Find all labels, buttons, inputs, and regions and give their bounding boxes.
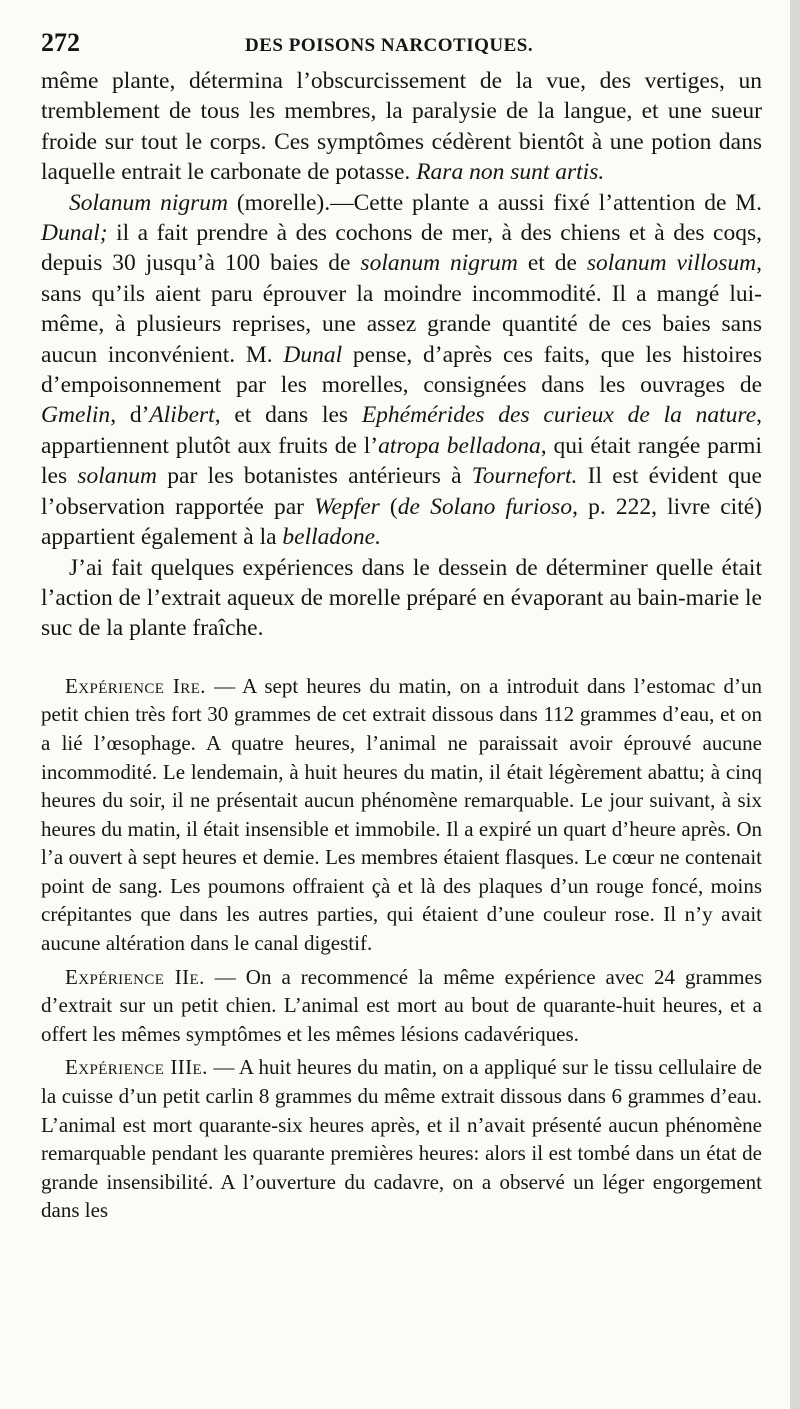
text-run: par les botanistes antérieurs à xyxy=(157,463,472,490)
running-title: DES POISONS NARCOTIQUES. xyxy=(245,35,534,56)
plant-name: solanum xyxy=(77,463,158,490)
author-name: Dunal; xyxy=(41,220,108,247)
plant-name: solanum villosum xyxy=(586,250,757,277)
experiment-text: — On a recommencé la même expérience avec 24 grammes d’extrait sur un petit chien. L’animal est mort au bout de quarante-huit heures, et a offert les mêmes symptômes et les mêmes lésions cadavériques. xyxy=(41,964,762,1046)
page-edge-shadow xyxy=(790,0,800,1409)
paragraph-continuation xyxy=(41,66,762,188)
text-run: , d’ xyxy=(110,402,150,429)
publication-title: de Solano furioso xyxy=(397,493,573,520)
plant-name: Solanum nigrum xyxy=(69,189,228,216)
experiment-2 xyxy=(41,963,762,1049)
text-run: , qui était rangée parmi les xyxy=(41,432,762,490)
experiment-label: Expérience IIIe. xyxy=(65,1055,208,1080)
paragraph-experiments-intro: J’ai fait quelques expériences dans le dessein de déterminer quelle était l’action de l’extrait aqueux de morelle préparé en évaporant au bain-marie le suc de la plante fraîche. xyxy=(41,554,762,642)
author-name: Alibert xyxy=(149,402,215,429)
text-run: Il est évident que l’observation rapportée par xyxy=(41,463,762,520)
text-run: (morelle).—Cette plante a aussi fixé l’attention de M. xyxy=(227,189,762,216)
author-name: Wepfer xyxy=(314,493,380,520)
author-name: Dunal xyxy=(283,341,343,368)
experiment-text: — A sept heures du matin, on a introduit dans l’estomac d’un petit chien très fort 30 grammes de cet extrait dissous dans 112 grammes d’eau, et on a lié l’œsophage. A quatre heures, l’animal ne paraissait avoir éprouvé aucune incommodité. Le lendemain, à huit heures du matin, il était légèrement abattu; à cinq heures du soir, il ne présentait aucun phénomène remarquable. Le jour suivant, à six heures du matin, il était insensible et immobile. Il a expiré un quart d’heure après. On l’a ouvert à sept heures et demie. Les membres étaient flasques. Le cœur ne contenait point de sang. Les poumons offraient çà et là des plaques d’un rouge foncé, moins crépitantes que dans les autres parties, qui étaient d’une couleur rose. Il n’y avait aucune altération dans le canal digestif. xyxy=(41,673,762,956)
plant-name: atropa belladona xyxy=(378,432,541,459)
main-text xyxy=(41,66,762,644)
paragraph-text: même plante, détermina l’obscurcissement de la vue, des vertiges, un tremblement de tous les membres, la paralysie de la langue, et une sueur froide sur tout le corps. Ces symptômes cédèrent bientôt à une potion dans laquelle entrait le carbonate de potasse. xyxy=(41,68,762,186)
experiments-section xyxy=(41,672,762,1225)
latin-phrase: Rara non sunt artis. xyxy=(416,159,605,186)
text-run: , p. 222, livre cité) appartient également à la xyxy=(41,493,762,551)
author-name: Gmelin xyxy=(41,402,111,429)
text-run: il a fait prendre à des cochons de mer, à des chiens et à des coqs, depuis 30 jusqu’à 100 baies de xyxy=(41,220,762,277)
experiment-label: Expérience Ire. xyxy=(65,673,206,698)
plant-name: belladone. xyxy=(282,524,381,551)
text-run: ( xyxy=(379,493,398,520)
experiment-1 xyxy=(41,672,762,958)
paragraph-solanum-nigrum xyxy=(41,188,762,553)
text-run: , appartiennent plutôt aux fruits de l’ xyxy=(41,402,763,459)
text-run: pense, d’après ces faits, que les histoires d’empoisonnement par les morelles, consignées dans les ouvrages de xyxy=(41,341,762,399)
text-run: , sans qu’ils aient paru éprouver la moindre incommodité. Il a mangé lui-même, à plusieurs reprises, une assez grande quantité de ces baies sans aucun inconvénient. M. xyxy=(41,250,763,368)
experiment-text: — A huit heures du matin, on a appliqué sur le tissu cellulaire de la cuisse d’un petit carlin 8 grammes du même extrait dissous dans 6 grammes d’eau. L’animal est mort quarante-six heures après, et il n’avait présenté aucun phénomène remarquable pendant les quarante premières heures: alors il est tombé dans un état de grande insensibilité. A l’ouverture du cadavre, on a observé un léger engorgement dans les xyxy=(41,1055,762,1223)
text-run: , et dans les xyxy=(214,402,362,429)
experiment-label: Expérience IIe. xyxy=(65,964,205,989)
author-name: Tournefort. xyxy=(471,463,578,490)
page-content xyxy=(41,28,762,1230)
experiment-3 xyxy=(41,1053,762,1225)
page-number: 272 xyxy=(41,28,80,57)
page-header xyxy=(41,28,762,66)
plant-name: solanum nigrum xyxy=(360,250,518,277)
publication-title: Ephémérides des curieux de la nature xyxy=(361,402,757,429)
text-run: et de xyxy=(517,250,587,277)
